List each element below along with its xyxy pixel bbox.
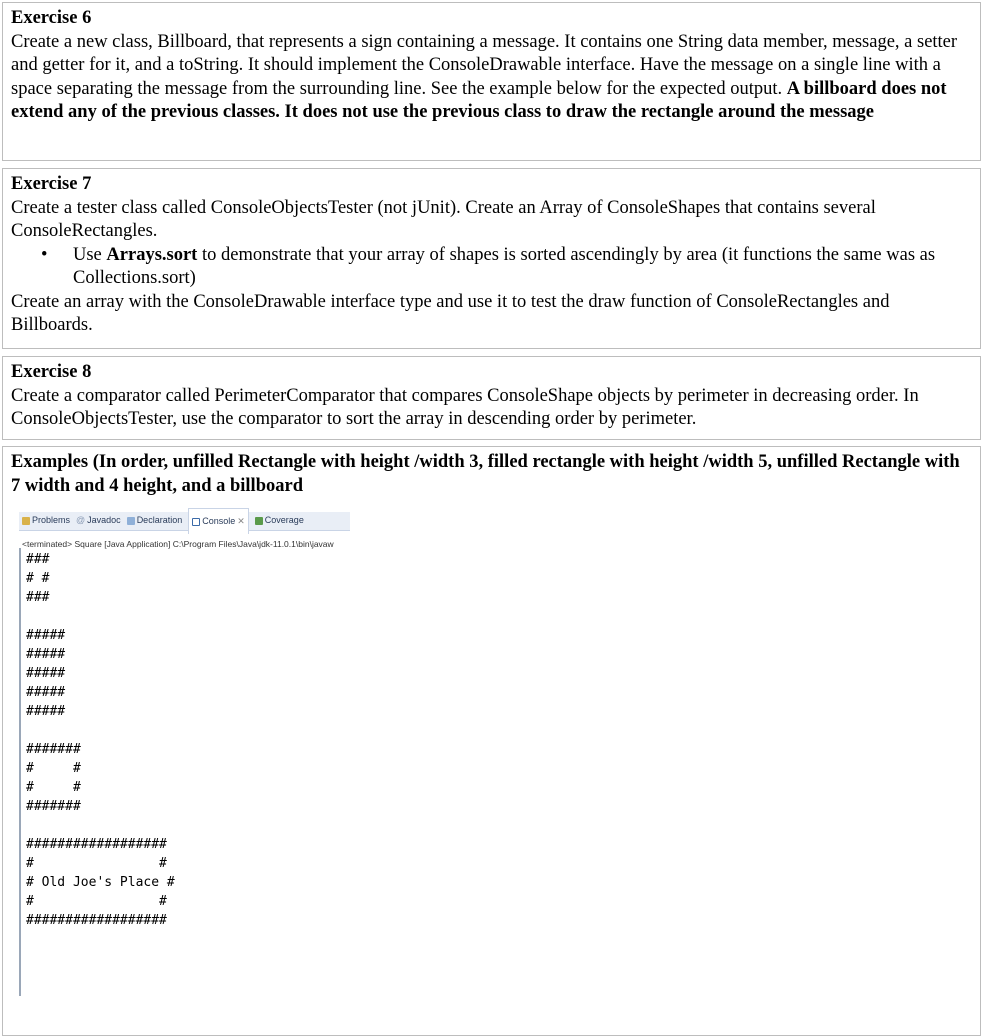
close-icon[interactable]: ✕ xyxy=(237,515,245,526)
exercise-6-title: Exercise 6 xyxy=(11,8,92,28)
exercise-8-section xyxy=(2,356,981,440)
tab-javadoc[interactable]: @ Javadoc xyxy=(76,509,121,533)
examples-heading: Examples (In order, unfilled Rectangle with height /width 3, filled rectangle with height /width 5, unfilled Rectangle with 7 width and 4 height, and a billboard xyxy=(11,452,960,496)
terminated-status: <terminated> Square [Java Application] C:\Program Files\Java\jdk-11.0.1\bin\javaw xyxy=(22,539,334,549)
exercise-8-text: Create a comparator called PerimeterComparator that compares ConsoleShape objects by perimeter in decreasing order. In ConsoleObjectsTester, use the comparator to sort the array in descending order by perimeter. xyxy=(11,385,919,429)
console-output-gutter xyxy=(19,548,21,996)
exercise-7-bullet-list xyxy=(11,244,972,291)
tab-declaration[interactable]: Declaration xyxy=(127,509,183,533)
bullet-bold: Arrays.sort xyxy=(106,244,198,265)
tab-coverage[interactable]: Coverage xyxy=(255,509,304,533)
console-icon xyxy=(192,518,200,526)
bullet-suffix: to demonstrate that your array of shapes is sorted ascendingly by area (it functions the same was as Collections.sort) xyxy=(73,244,936,288)
exercise-7-outro: Create an array with the ConsoleDrawable interface type and use it to test the draw function of ConsoleRectangles and Billboards. xyxy=(11,291,890,335)
bullet-icon: • xyxy=(41,244,48,265)
exercise-6-text: Create a new class, Billboard, that represents a sign containing a message. It contains one String data member, message, a setter and getter for it, and a toString. It should implement the ConsoleDrawable interface. Have the message on a single line with a space separating the message from the surrounding line. See the example below for the expected output. xyxy=(11,31,958,99)
exercise-6-bold-text: A billboard does not extend any of the previous classes. It does not use the previous class to draw the rectangle around the message xyxy=(11,78,947,122)
declaration-icon xyxy=(127,517,135,525)
console-output: ### # # ### ##### ##### ##### ##### ##### ####### # # # # ####### ################## # # # Old Joe's Place # # # ################## xyxy=(26,552,175,928)
exercise-6-body xyxy=(11,31,972,125)
console-screenshot xyxy=(19,512,350,928)
javadoc-icon: @ xyxy=(76,515,86,526)
tab-problems[interactable]: Problems xyxy=(22,509,70,533)
list-item xyxy=(11,244,972,291)
examples-section xyxy=(2,446,981,1036)
coverage-icon xyxy=(255,517,263,525)
exercise-6-section xyxy=(2,2,981,161)
bullet-prefix: Use xyxy=(73,244,107,265)
problems-icon xyxy=(22,517,30,525)
exercise-7-title: Exercise 7 xyxy=(11,174,92,194)
exercise-7-intro: Create a tester class called ConsoleObjectsTester (not jUnit). Create an Array of ConsoleShapes that contains several ConsoleRectangles. xyxy=(11,197,876,241)
exercise-7-section xyxy=(2,168,981,349)
tab-console[interactable]: Console ✕ xyxy=(188,508,249,535)
console-tab-bar xyxy=(19,512,350,531)
exercise-8-title: Exercise 8 xyxy=(11,362,92,382)
